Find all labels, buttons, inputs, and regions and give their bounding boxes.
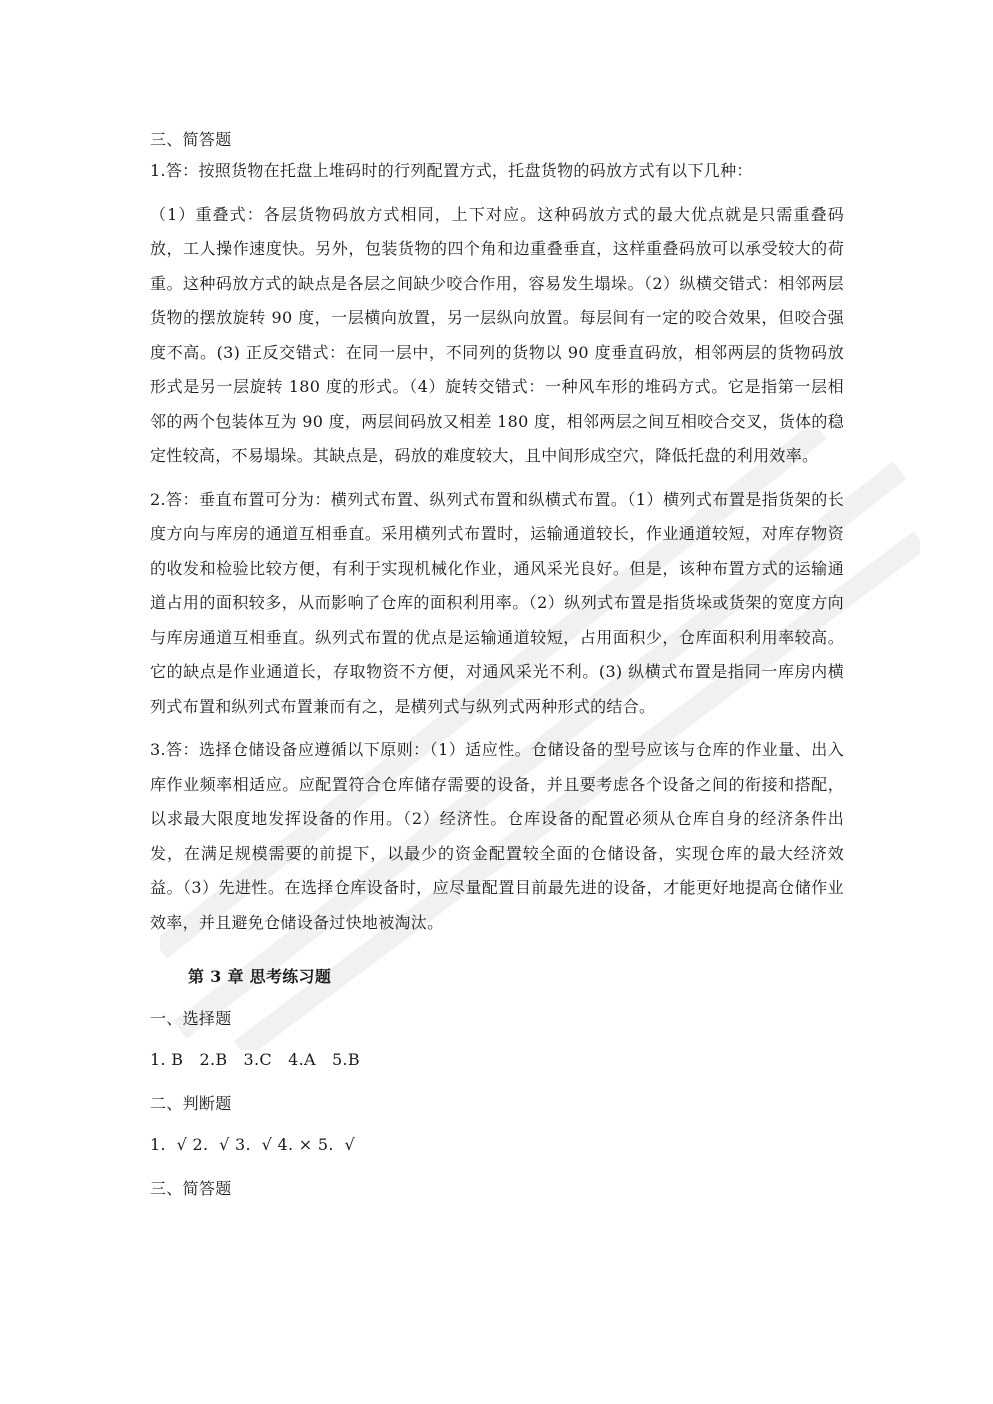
section-heading-choice: 一、选择题	[150, 1009, 232, 1028]
q3-answer: 3.答：选择仓储设备应遵循以下原则：（1）适应性。仓储设备的型号应该与仓库的作业量、出入库作业频率相适应。应配置符合仓库储存需要的设备，并且要考虑各个设备之间的衔接和搭配，以求最大限度地发挥设备的作用。（2）经济性。仓库设备的配置必须从仓库自身的经济条件出发，在满足规模需要的前提下，以最少的资金配置较全面的仓储设备，实现仓库的最大经济效益。（3）先进性。在选择仓库设备时，应尽量配置目前最先进的设备，才能更好地提高仓储作业效率，并且避免仓储设备过快地被淘汰。	[150, 740, 844, 932]
choice-answers: 1. B 2.B 3.C 4.A 5.B	[150, 1050, 360, 1069]
q1-answer: （1）重叠式：各层货物码放方式相同，上下对应。这种码放方式的最大优点就是只需重叠码放，工人操作速度快。另外，包装货物的四个角和边重叠垂直，这样重叠码放可以承受较大的荷重。这种码放方式的缺点是各层之间缺少咬合作用，容易发生塌垛。（2）纵横交错式：相邻两层货物的摆放旋转 90 度，一层横向放置，另一层纵向放置。每层间有一定的咬合效果，但咬合强度不高。(3) 正反交错式：在同一层中，不同列的货物以 90 度垂直码放，相邻两层的货物码放形式是另一层旋转 180 度的形式。（4）旋转交错式：一种风车形的堆码方式。它是指第一层相邻的两个包装体互为 90 度，两层间码放又相差 180 度，相邻两层之间互相咬合交叉，货体的稳定性较高，不易塌垛。其缺点是，码放的难度较大，且中间形成空穴，降低托盘的利用效率。	[150, 204, 844, 465]
section-heading-judgement: 二、判断题	[150, 1094, 232, 1113]
answer-content	[150, 126, 844, 1203]
q1-intro: 1.答：按照货物在托盘上堆码时的行列配置方式，托盘货物的码放方式有以下几种：	[150, 161, 753, 180]
judgement-answers: 1. √ 2. √ 3. √ 4. × 5. √	[150, 1135, 356, 1154]
section-heading-short-answer: 三、简答题	[150, 130, 232, 149]
section-heading-short-answer-2: 三、简答题	[150, 1179, 232, 1198]
q2-answer: 2.答：垂直布置可分为：横列式布置、纵列式布置和纵横式布置。（1）横列式布置是指货架的长度方向与库房的通道互相垂直。采用横列式布置时，运输通道较长，作业通道较短，对库存物资的收发和检验比较方便，有利于实现机械化作业，通风采光良好。但是，该种布置方式的运输通道占用的面积较多，从而影响了仓库的面积利用率。（2）纵列式布置是指货垛或货架的宽度方向与库房通道互相垂直。纵列式布置的优点是运输通道较短，占用面积少，仓库面积利用率较高。它的缺点是作业通道长，存取物资不方便，对通风采光不利。(3) 纵横式布置是指同一库房内横列式布置和纵列式布置兼而有之，是横列式与纵列式两种形式的结合。	[150, 489, 844, 716]
chapter-title: 第 3 章 思考练习题	[188, 967, 332, 986]
